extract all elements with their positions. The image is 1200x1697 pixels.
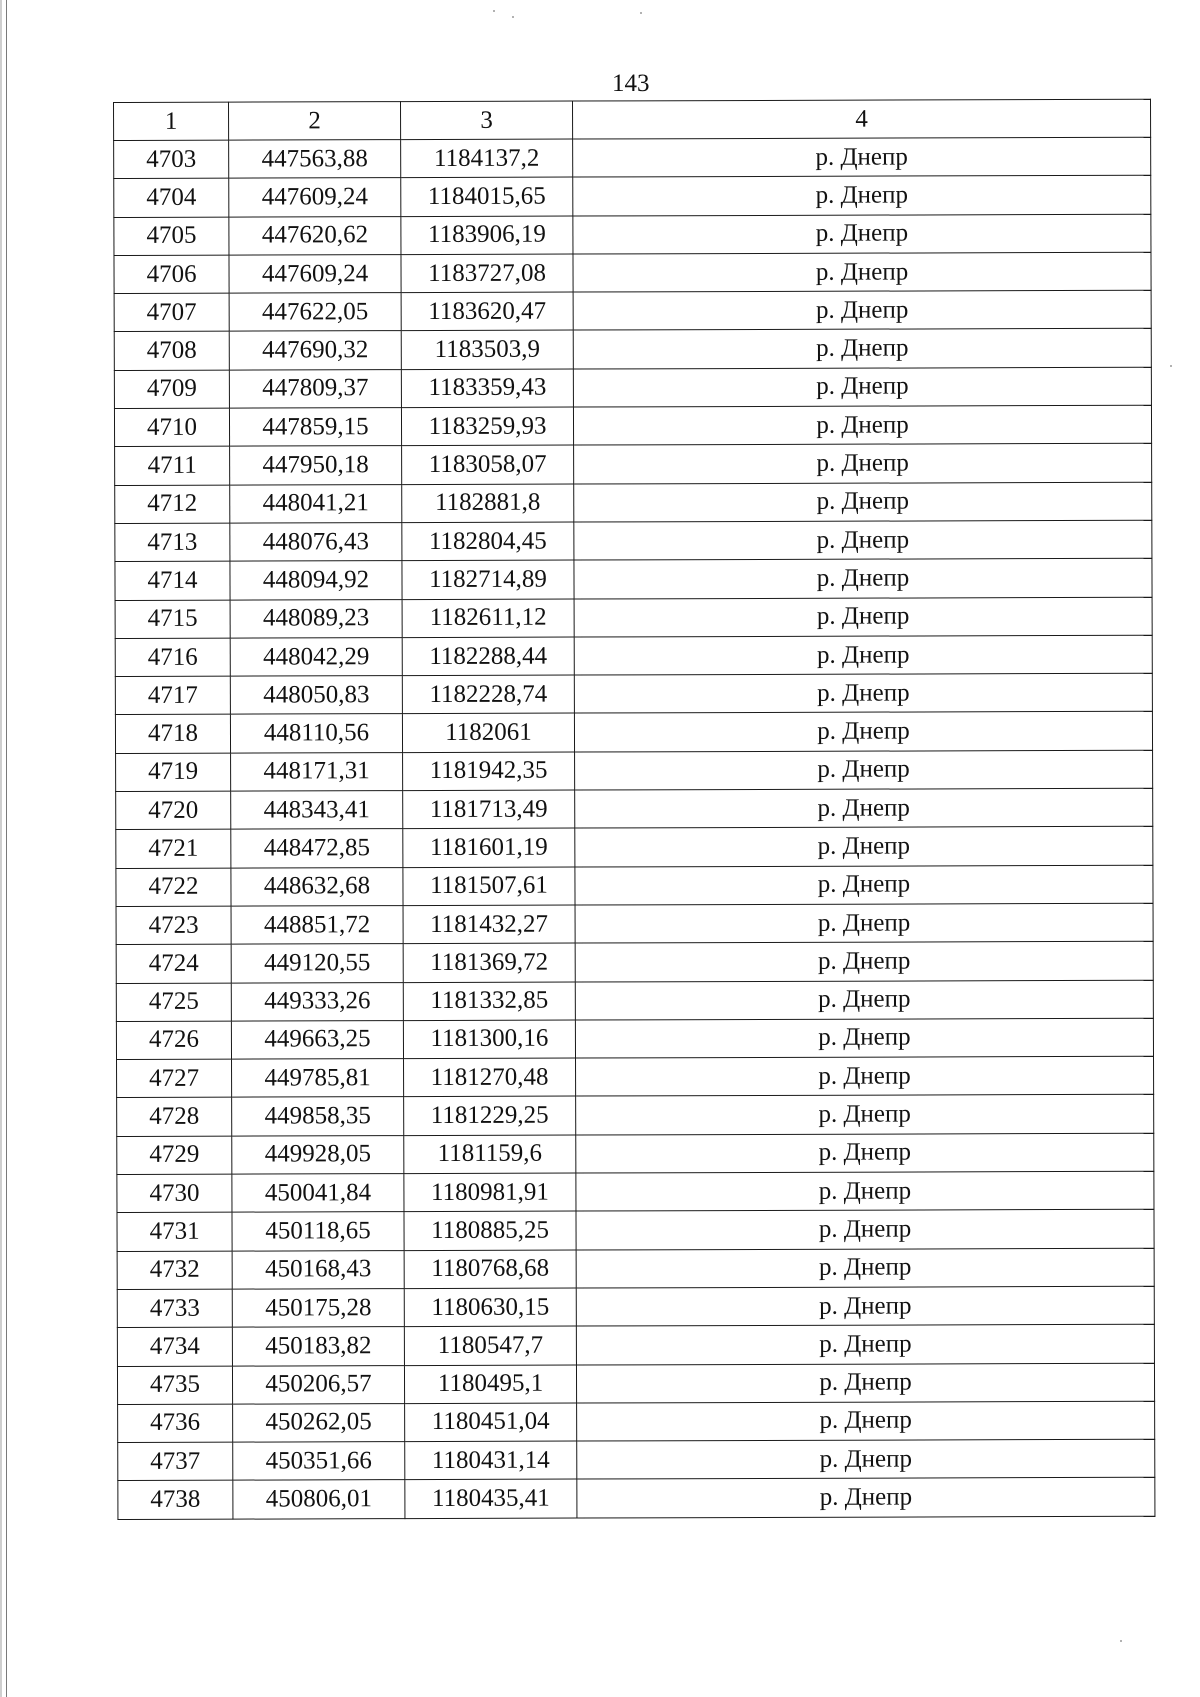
x-coordinate-cell: 448076,43 [230, 523, 402, 562]
description-cell: р. Днепр [574, 444, 1152, 484]
point-number-cell: 4706 [114, 255, 229, 294]
y-coordinate-cell: 1180885,25 [404, 1211, 576, 1250]
y-coordinate-cell: 1181713,49 [403, 790, 575, 829]
header-cell-4: 4 [572, 99, 1150, 139]
table-row [115, 444, 1152, 486]
table-row [114, 290, 1151, 332]
description-cell: р. Днепр [573, 367, 1151, 407]
y-coordinate-cell: 1182714,89 [402, 560, 574, 599]
x-coordinate-cell: 450351,66 [233, 1442, 405, 1481]
scan-speck [1170, 365, 1172, 367]
description-cell: р. Днепр [575, 941, 1153, 981]
scan-speck [493, 10, 495, 12]
x-coordinate-cell: 450175,28 [232, 1288, 404, 1327]
table-row [114, 214, 1151, 256]
point-number-cell: 4716 [115, 638, 230, 677]
table-row [114, 405, 1151, 447]
point-number-cell: 4725 [116, 983, 231, 1022]
description-cell: р. Днепр [576, 1324, 1154, 1364]
x-coordinate-cell: 447809,37 [229, 369, 401, 408]
description-cell: р. Днепр [576, 1286, 1154, 1326]
point-number-cell: 4703 [114, 140, 229, 179]
table-row [115, 712, 1152, 754]
x-coordinate-cell: 447859,15 [229, 408, 401, 447]
y-coordinate-cell: 1181229,25 [404, 1096, 576, 1135]
y-coordinate-cell: 1182288,44 [402, 637, 574, 676]
description-cell: р. Днепр [576, 1133, 1154, 1173]
y-coordinate-cell: 1181270,48 [404, 1058, 576, 1097]
table-row [117, 1133, 1154, 1175]
point-number-cell: 4723 [116, 906, 231, 945]
table-row [116, 865, 1153, 907]
x-coordinate-cell: 448050,83 [230, 676, 402, 715]
x-coordinate-cell: 447563,88 [229, 140, 401, 179]
point-number-cell: 4710 [114, 408, 229, 447]
y-coordinate-cell: 1182804,45 [402, 522, 574, 561]
description-cell: р. Днепр [574, 597, 1152, 637]
y-coordinate-cell: 1181300,16 [403, 1020, 575, 1059]
description-cell: р. Днепр [575, 903, 1153, 943]
page-number: 143 [612, 70, 650, 97]
y-coordinate-cell: 1183503,9 [401, 331, 573, 370]
table-row [118, 1439, 1155, 1481]
description-cell: р. Днепр [577, 1401, 1155, 1441]
point-number-cell: 4733 [117, 1289, 232, 1328]
x-coordinate-cell: 447950,18 [230, 446, 402, 485]
x-coordinate-cell: 450041,84 [232, 1174, 404, 1213]
y-coordinate-cell: 1183727,08 [401, 254, 573, 293]
x-coordinate-cell: 448851,72 [231, 906, 403, 945]
table-body [114, 137, 1155, 1519]
table-row [116, 750, 1153, 792]
x-coordinate-cell: 448110,56 [230, 714, 402, 753]
x-coordinate-cell: 449333,26 [231, 982, 403, 1021]
table-row [118, 1478, 1155, 1520]
header-cell-1: 1 [114, 102, 229, 140]
table-row [115, 597, 1152, 639]
x-coordinate-cell: 449120,55 [231, 944, 403, 983]
x-coordinate-cell: 450206,57 [232, 1365, 404, 1404]
table-row [115, 673, 1152, 715]
point-number-cell: 4737 [118, 1442, 233, 1481]
y-coordinate-cell: 1180547,7 [404, 1326, 576, 1365]
y-coordinate-cell: 1181159,6 [404, 1135, 576, 1174]
point-number-cell: 4707 [114, 293, 229, 332]
description-cell: р. Днепр [574, 712, 1152, 752]
point-number-cell: 4704 [114, 178, 229, 217]
y-coordinate-cell: 1182061 [402, 714, 574, 753]
coordinates-table [113, 99, 1155, 1520]
description-cell: р. Днепр [577, 1439, 1155, 1479]
point-number-cell: 4735 [117, 1366, 232, 1405]
x-coordinate-cell: 448472,85 [231, 829, 403, 868]
description-cell: р. Днепр [575, 1018, 1153, 1058]
x-coordinate-cell: 447620,62 [229, 216, 401, 255]
description-cell: р. Днепр [576, 1363, 1154, 1403]
y-coordinate-cell: 1180431,14 [405, 1441, 577, 1480]
x-coordinate-cell: 449663,25 [231, 1020, 403, 1059]
header-cell-3: 3 [401, 101, 573, 140]
description-cell: р. Днепр [577, 1478, 1155, 1518]
point-number-cell: 4709 [114, 370, 229, 409]
y-coordinate-cell: 1180495,1 [404, 1365, 576, 1404]
point-number-cell: 4734 [117, 1327, 232, 1366]
description-cell: р. Днепр [573, 137, 1151, 177]
x-coordinate-cell: 447609,24 [229, 254, 401, 293]
point-number-cell: 4722 [116, 868, 231, 907]
point-number-cell: 4720 [116, 791, 231, 830]
point-number-cell: 4711 [115, 447, 230, 486]
description-cell: р. Днепр [575, 980, 1153, 1020]
point-number-cell: 4724 [116, 944, 231, 983]
x-coordinate-cell: 447690,32 [229, 331, 401, 370]
table-row [118, 1401, 1155, 1443]
description-cell: р. Днепр [573, 176, 1151, 216]
binding-edge [0, 0, 2, 1697]
description-cell: р. Днепр [575, 788, 1153, 828]
scan-speck [512, 16, 514, 18]
y-coordinate-cell: 1183259,93 [401, 407, 573, 446]
point-number-cell: 4721 [116, 829, 231, 868]
description-cell: р. Днепр [574, 635, 1152, 675]
y-coordinate-cell: 1182228,74 [402, 675, 574, 714]
x-coordinate-cell: 449928,05 [232, 1135, 404, 1174]
table-row [117, 1056, 1154, 1098]
table-row [115, 559, 1152, 601]
scan-speck [640, 12, 642, 14]
description-cell: р. Днепр [574, 520, 1152, 560]
y-coordinate-cell: 1184137,2 [401, 139, 573, 178]
description-cell: р. Днепр [574, 559, 1152, 599]
point-number-cell: 4708 [114, 332, 229, 371]
y-coordinate-cell: 1180981,91 [404, 1173, 576, 1212]
table-row [117, 1363, 1154, 1405]
y-coordinate-cell: 1181601,19 [403, 828, 575, 867]
table-row [115, 635, 1152, 677]
header-row [114, 99, 1151, 140]
table-row [117, 1095, 1154, 1137]
point-number-cell: 4729 [117, 1136, 232, 1175]
x-coordinate-cell: 447622,05 [229, 293, 401, 332]
description-cell: р. Днепр [573, 214, 1151, 254]
y-coordinate-cell: 1182611,12 [402, 599, 574, 638]
x-coordinate-cell: 450183,82 [232, 1327, 404, 1366]
scan-speck [1120, 1640, 1122, 1642]
y-coordinate-cell: 1180451,04 [405, 1403, 577, 1442]
table-header [114, 99, 1151, 140]
y-coordinate-cell: 1181942,35 [403, 752, 575, 791]
table-row [116, 788, 1153, 830]
table-row [117, 1171, 1154, 1213]
point-number-cell: 4719 [116, 753, 231, 792]
table-row [117, 1286, 1154, 1328]
x-coordinate-cell: 448094,92 [230, 561, 402, 600]
y-coordinate-cell: 1183359,43 [401, 369, 573, 408]
x-coordinate-cell: 450262,05 [233, 1403, 405, 1442]
point-number-cell: 4732 [117, 1251, 232, 1290]
point-number-cell: 4717 [115, 676, 230, 715]
point-number-cell: 4705 [114, 217, 229, 256]
header-cell-2: 2 [229, 102, 401, 141]
x-coordinate-cell: 448042,29 [230, 637, 402, 676]
table-row [117, 1210, 1154, 1252]
description-cell: р. Днепр [574, 673, 1152, 713]
x-coordinate-cell: 450118,65 [232, 1212, 404, 1251]
point-number-cell: 4727 [117, 1059, 232, 1098]
x-coordinate-cell: 448343,41 [231, 791, 403, 830]
point-number-cell: 4730 [117, 1174, 232, 1213]
y-coordinate-cell: 1181432,27 [403, 905, 575, 944]
y-coordinate-cell: 1181332,85 [403, 982, 575, 1021]
x-coordinate-cell: 450168,43 [232, 1250, 404, 1289]
x-coordinate-cell: 449785,81 [232, 1059, 404, 1098]
description-cell: р. Днепр [573, 252, 1151, 292]
point-number-cell: 4726 [116, 1021, 231, 1060]
description-cell: р. Днепр [576, 1056, 1154, 1096]
table-row [114, 137, 1151, 179]
description-cell: р. Днепр [576, 1095, 1154, 1135]
description-cell: р. Днепр [575, 750, 1153, 790]
table-row [114, 367, 1151, 409]
description-cell: р. Днепр [575, 865, 1153, 905]
table-row [114, 329, 1151, 371]
x-coordinate-cell: 448041,21 [230, 484, 402, 523]
description-cell: р. Днепр [575, 827, 1153, 867]
x-coordinate-cell: 449858,35 [232, 1097, 404, 1136]
description-cell: р. Днепр [576, 1171, 1154, 1211]
y-coordinate-cell: 1181369,72 [403, 943, 575, 982]
description-cell: р. Днепр [574, 482, 1152, 522]
description-cell: р. Днепр [573, 290, 1151, 330]
y-coordinate-cell: 1183620,47 [401, 292, 573, 331]
point-number-cell: 4718 [115, 715, 230, 754]
table-row [115, 482, 1152, 524]
point-number-cell: 4713 [115, 523, 230, 562]
point-number-cell: 4731 [117, 1212, 232, 1251]
point-number-cell: 4715 [115, 600, 230, 639]
point-number-cell: 4736 [118, 1404, 233, 1443]
table-row [117, 1248, 1154, 1290]
y-coordinate-cell: 1181507,61 [403, 867, 575, 906]
binding-line [6, 0, 7, 1697]
table-row [116, 827, 1153, 869]
point-number-cell: 4714 [115, 561, 230, 600]
description-cell: р. Днепр [573, 329, 1151, 369]
description-cell: р. Днепр [576, 1210, 1154, 1250]
table-row [116, 1018, 1153, 1060]
table-row [115, 520, 1152, 562]
y-coordinate-cell: 1184015,65 [401, 177, 573, 216]
y-coordinate-cell: 1182881,8 [402, 484, 574, 523]
description-cell: р. Днепр [573, 405, 1151, 445]
table-row [114, 176, 1151, 218]
description-cell: р. Днепр [576, 1248, 1154, 1288]
table-row [116, 980, 1153, 1022]
y-coordinate-cell: 1180768,68 [404, 1250, 576, 1289]
x-coordinate-cell: 448632,68 [231, 867, 403, 906]
point-number-cell: 4738 [118, 1481, 233, 1520]
table-row [116, 941, 1153, 983]
x-coordinate-cell: 448089,23 [230, 599, 402, 638]
point-number-cell: 4728 [117, 1098, 232, 1137]
y-coordinate-cell: 1183058,07 [402, 445, 574, 484]
x-coordinate-cell: 448171,31 [231, 752, 403, 791]
x-coordinate-cell: 447609,24 [229, 178, 401, 217]
y-coordinate-cell: 1183906,19 [401, 216, 573, 255]
table-row [116, 903, 1153, 945]
x-coordinate-cell: 450806,01 [233, 1480, 405, 1519]
point-number-cell: 4712 [115, 485, 230, 524]
y-coordinate-cell: 1180435,41 [405, 1479, 577, 1518]
y-coordinate-cell: 1180630,15 [404, 1288, 576, 1327]
table-row [114, 252, 1151, 294]
table-row [117, 1324, 1154, 1366]
